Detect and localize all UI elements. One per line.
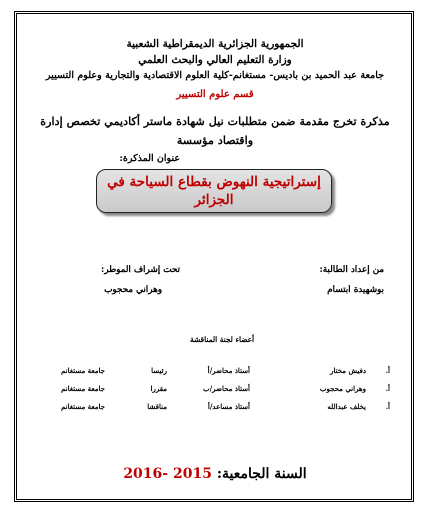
jury-row [20, 384, 410, 398]
ministry-line: وزارة التعليم العالي والبحث العلمي [138, 54, 292, 66]
memo-title-box [96, 169, 332, 213]
jury-row [20, 402, 410, 416]
jury-title: أعضاء لجنة المناقشة [190, 335, 255, 344]
jury-rank: أستاذ محاضر/أ [207, 366, 250, 375]
jury-role: مقررا [150, 384, 167, 393]
memo-title: إستراتيجية النهوض بقطاع السياحة في الجزائر [107, 174, 321, 208]
jury-row [20, 366, 410, 380]
academic-year-label: السنة الجامعية: [216, 466, 307, 482]
student-name: بوشهيدة ابتسام [327, 285, 384, 295]
jury-rank: أستاذ مساعد/أ [207, 402, 250, 411]
jury-name: يخلف عبدالله [327, 402, 366, 411]
jury-index: أ. [385, 402, 390, 411]
memo-description-line1: مذكرة تخرج مقدمة ضمن متطلبات نيل شهادة ماستر أكاديمي تخصص إدارة [40, 114, 390, 128]
jury-role: رئيسا [151, 366, 167, 375]
jury-university: جامعة مستغانم [61, 384, 105, 393]
academic-year [110, 466, 320, 482]
memo-description-line2: واقتصاد مؤسسة [176, 133, 254, 147]
page-border [14, 11, 414, 502]
department-line: قسم علوم التسيير [176, 89, 254, 100]
supervisor-label: تحت إشراف الموطر: [101, 265, 180, 275]
jury-name: وهراني محجوب [319, 384, 366, 393]
jury-role: مناقشا [147, 402, 167, 411]
memo-title-label: عنوان المذكرة: [119, 153, 180, 164]
jury-university: جامعة مستغانم [61, 366, 105, 375]
jury-name: دفيش مختار [330, 366, 366, 375]
jury-rank: أستاذ محاضر/ب [203, 384, 250, 393]
student-label: من إعداد الطالبة: [319, 265, 384, 275]
jury-index: أ. [385, 384, 390, 393]
jury-index: أ. [385, 366, 390, 375]
supervisor-name: وهراني محجوب [104, 285, 162, 295]
jury-university: جامعة مستغانم [61, 402, 105, 411]
academic-year-value: 2015 -2016 [123, 466, 212, 482]
republic-line: الجمهورية الجزائرية الديمقراطية الشعبية [126, 38, 304, 50]
university-line: جامعة عبد الحميد بن باديس- مستغانم-كلية العلوم الاقتصادية والتجارية وعلوم التسيير [45, 70, 385, 81]
